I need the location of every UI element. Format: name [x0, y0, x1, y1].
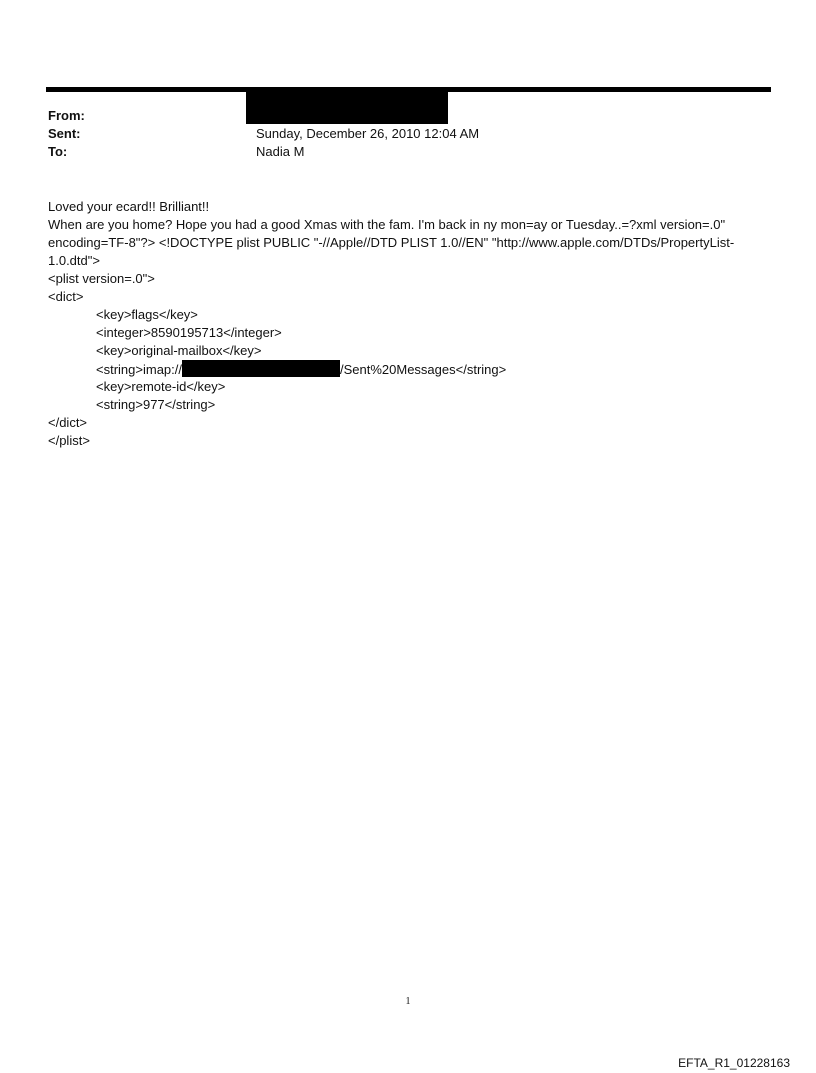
body-line-end: /Sent%20Messages</string>	[340, 362, 507, 377]
body-line: <plist version=.0">	[48, 271, 155, 286]
body-line: Loved your ecard!! Brilliant!!	[48, 199, 210, 214]
document-id: EFTA_R1_01228163	[678, 1056, 790, 1070]
from-row	[48, 107, 768, 125]
sent-row	[48, 125, 768, 143]
body-line: 1.0.dtd">	[48, 253, 100, 268]
body-line: encoding=TF-8"?> <!DOCTYPE plist PUBLIC "-//Apple//DTD PLIST 1.0//EN" "http://www.apple.com/DTDs/PropertyList-	[48, 235, 735, 250]
body-line: <integer>8590195713</integer>	[96, 325, 282, 340]
from-redaction	[246, 91, 448, 124]
body-line-redacted	[48, 360, 770, 378]
to-label: To:	[48, 144, 68, 159]
body-line: <string>977</string>	[96, 397, 216, 412]
to-value: Nadia M	[256, 144, 305, 159]
email-body	[48, 198, 770, 450]
email-header	[48, 107, 768, 161]
body-line: <key>original-mailbox</key>	[96, 343, 262, 358]
sent-label: Sent:	[48, 126, 81, 141]
body-line-start: <string>imap://	[96, 362, 182, 377]
to-row	[48, 143, 768, 161]
body-line: </plist>	[48, 433, 90, 448]
body-line: <key>flags</key>	[96, 307, 198, 322]
body-line: <key>remote-id</key>	[96, 379, 226, 394]
body-line: <dict>	[48, 289, 84, 304]
from-label: From:	[48, 108, 85, 123]
imap-redaction	[182, 360, 340, 377]
body-line: When are you home? Hope you had a good Xmas with the fam. I'm back in ny mon=ay or Tuesday..=?xml version=.0"	[48, 217, 726, 232]
page-number: 1	[405, 996, 411, 1007]
body-line: </dict>	[48, 415, 88, 430]
sent-value: Sunday, December 26, 2010 12:04 AM	[256, 126, 480, 141]
